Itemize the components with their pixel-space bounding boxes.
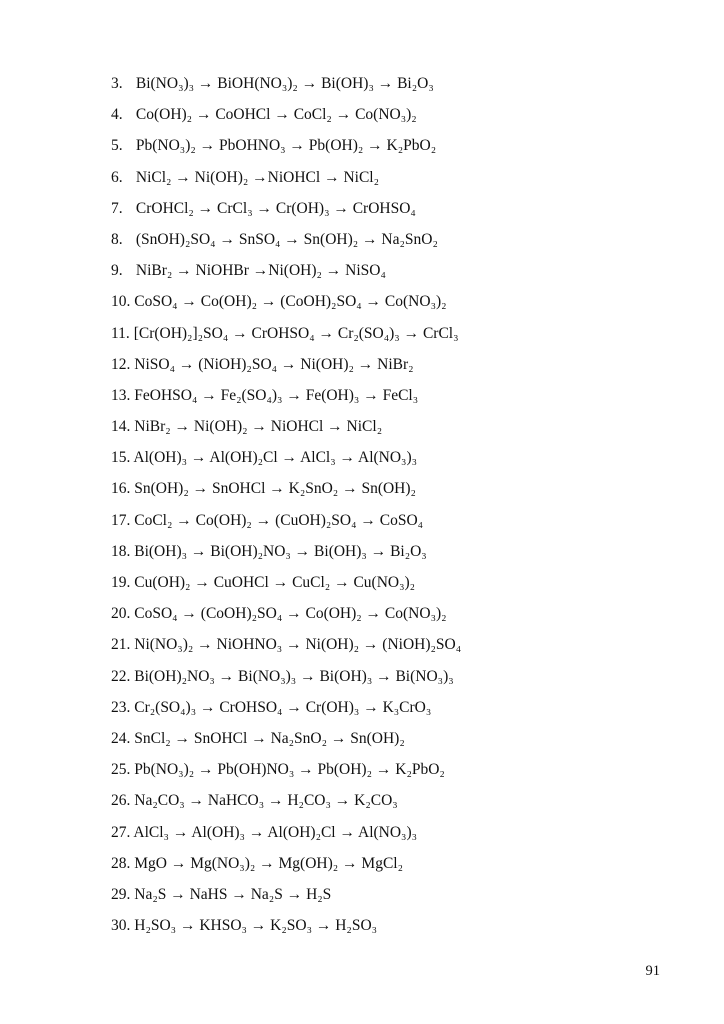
reaction-line [111, 162, 461, 193]
reaction-line [111, 848, 461, 879]
reaction-line [111, 817, 461, 848]
reaction-number: 4. [111, 106, 123, 124]
reaction-line [111, 99, 461, 130]
reaction-number: 26. [111, 792, 131, 810]
reaction-number: 14. [111, 418, 131, 436]
reaction-equation: Pb(NO₃)₂ → Pb(OH)NO₃ → Pb(OH)₂ → K₂PbO₂ [134, 761, 445, 779]
reaction-line [111, 629, 461, 660]
reaction-equation: Sn(OH)₂ → SnOHCl → K₂SnO₂ → Sn(OH)₂ [134, 480, 416, 498]
reaction-number: 8. [111, 230, 123, 248]
reaction-equation: Co(OH)₂ → CoOHCl → CoCl₂ → Co(NO₃)₂ [135, 106, 417, 124]
page-number: 91 [645, 963, 660, 979]
reaction-number: 9. [111, 262, 123, 280]
reaction-line [111, 536, 461, 567]
reaction-equation: Bi(NO₃)₃ → BiOH(NO₃)₂ → Bi(OH)₃ → Bi₂O₃ [135, 75, 434, 92]
reaction-equation: SnCl₂ → SnOHCl → Na₂SnO₂ → Sn(OH)₂ [134, 729, 405, 747]
reaction-number: 28. [111, 854, 131, 872]
reaction-number: 13. [111, 386, 131, 404]
reaction-number: 29. [111, 885, 131, 903]
reaction-line [111, 692, 461, 723]
reaction-equation: CoSO₄ → Co(OH)₂ → (CoOH)₂SO₄ → Co(NO₃)₂ [134, 293, 447, 311]
reaction-number: 15. [111, 449, 131, 467]
reaction-number: 5. [111, 137, 123, 155]
reaction-equation: [Cr(OH)₂]₂SO₄ → CrOHSO₄ → Cr₂(SO₄)₃ → CrCl₃ [133, 324, 459, 342]
reaction-line [111, 785, 461, 816]
reaction-equation: NiSO₄ → (NiOH)₂SO₄ → Ni(OH)₂ → NiBr₂ [134, 355, 414, 373]
reaction-line [111, 349, 461, 380]
reaction-equation: NiBr₂ → NiOHBr →Ni(OH)₂ → NiSO₄ [135, 262, 386, 280]
reaction-equation: H₂SO₃ → KHSO₃ → K₂SO₃ → H₂SO₃ [134, 917, 378, 935]
reaction-equation: AlCl₃ → Al(OH)₃ → Al(OH)₂Cl → Al(NO₃)₃ [133, 823, 418, 841]
reaction-line [111, 910, 461, 941]
reaction-equation: Ni(NO₃)₂ → NiOHNO₃ → Ni(OH)₂ → (NiOH)₂SO₄ [134, 636, 462, 654]
reaction-line [111, 661, 461, 692]
reaction-line [111, 130, 461, 161]
reaction-equation: Pb(NO₃)₂ → PbOHNO₃ → Pb(OH)₂ → K₂PbO₂ [135, 137, 437, 155]
reaction-number: 11. [111, 324, 130, 342]
reaction-line [111, 255, 461, 286]
reaction-equation: Na₂CO₃ → NaHCO₃ → H₂CO₃ → K₂CO₃ [134, 792, 398, 810]
reaction-equation: NiCl₂ → Ni(OH)₂ →NiOHCl → NiCl₂ [135, 168, 379, 186]
reaction-number: 16. [111, 480, 131, 498]
reaction-line [111, 224, 461, 255]
reaction-line [111, 442, 461, 473]
reaction-number: 23. [111, 698, 131, 716]
reaction-number: 27. [111, 823, 131, 841]
reaction-equation: Cr₂(SO₄)₃ → CrOHSO₄ → Cr(OH)₃ → K₃CrO₃ [134, 698, 432, 716]
reaction-line [111, 567, 461, 598]
reaction-number: 25. [111, 761, 131, 779]
reaction-number: 20. [111, 605, 131, 623]
reaction-line [111, 723, 461, 754]
reaction-list [111, 68, 461, 941]
reaction-line [111, 286, 461, 317]
reaction-number: 3. [111, 75, 123, 92]
reaction-number: 19. [111, 574, 131, 591]
reaction-equation: CrOHCl₂ → CrCl₃ → Cr(OH)₃ → CrOHSO₄ [135, 199, 416, 217]
reaction-line [111, 598, 461, 629]
reaction-line [111, 68, 461, 99]
reaction-equation: CoCl₂ → Co(OH)₂ → (CuOH)₂SO₄ → CoSO₄ [134, 511, 424, 529]
reaction-line [111, 380, 461, 411]
reaction-equation: (SnOH)₂SO₄ → SnSO₄ → Sn(OH)₂ → Na₂SnO₂ [135, 230, 438, 248]
reaction-line [111, 473, 461, 504]
reaction-equation: Al(OH)₃ → Al(OH)₂Cl → AlCl₃ → Al(NO₃)₃ [133, 449, 418, 467]
reaction-line [111, 411, 461, 442]
reaction-number: 24. [111, 729, 131, 747]
reaction-number: 10. [111, 293, 131, 311]
reaction-number: 22. [111, 667, 131, 685]
reaction-equation: MgO → Mg(NO₃)₂ → Mg(OH)₂ → MgCl₂ [134, 854, 404, 872]
reaction-number: 21. [111, 636, 131, 654]
reaction-line [111, 318, 461, 349]
reaction-number: 17. [111, 511, 131, 529]
reaction-number: 18. [111, 542, 131, 560]
reaction-equation: Bi(OH)₂NO₃ → Bi(NO₃)₃ → Bi(OH)₃ → Bi(NO₃)₃ [134, 667, 454, 685]
reaction-line [111, 879, 461, 910]
reaction-line [111, 505, 461, 536]
reaction-line [111, 193, 461, 224]
reaction-equation: Bi(OH)₃ → Bi(OH)₂NO₃ → Bi(OH)₃ → Bi₂O₃ [134, 542, 427, 560]
reaction-number: 6. [111, 168, 123, 186]
reaction-equation: FeOHSO₄ → Fe₂(SO₄)₃ → Fe(OH)₃ → FeCl₃ [134, 386, 419, 404]
reaction-equation: Cu(OH)₂ → CuOHCl → CuCl₂ → Cu(NO₃)₂ [134, 574, 416, 591]
reaction-line [111, 754, 461, 785]
reaction-equation: Na₂S → NaHS → Na₂S → H₂S [134, 885, 332, 903]
reaction-equation: CoSO₄ → (CoOH)₂SO₄ → Co(OH)₂ → Co(NO₃)₂ [134, 605, 447, 623]
reaction-number: 30. [111, 917, 131, 935]
reaction-number: 7. [111, 199, 123, 217]
reaction-number: 12. [111, 355, 131, 373]
reaction-equation: NiBr₂ → Ni(OH)₂ → NiOHCl → NiCl₂ [134, 418, 383, 436]
